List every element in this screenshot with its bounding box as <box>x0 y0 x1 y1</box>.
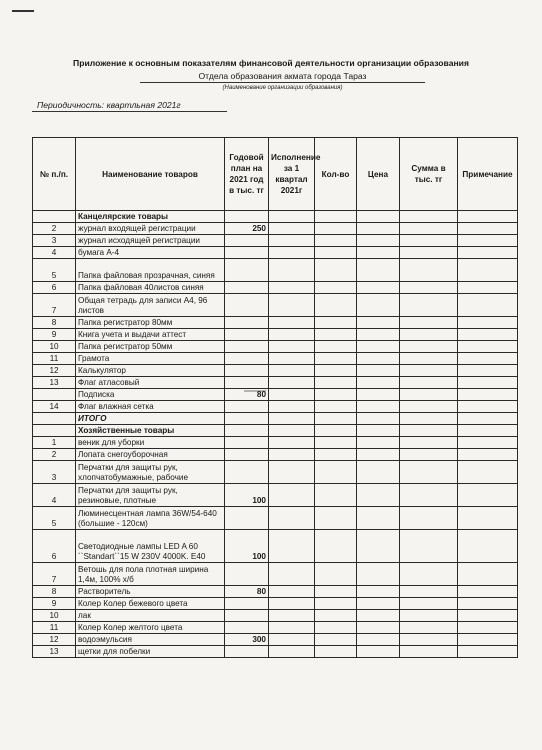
cell-num: 14 <box>33 401 76 413</box>
cell-sum <box>400 235 458 247</box>
cell-name: Книга учета и выдачи аттест <box>76 329 225 341</box>
cell-done <box>269 530 315 563</box>
cell-sum <box>400 425 458 437</box>
cell-sum <box>400 259 458 282</box>
table-row <box>33 317 518 329</box>
cell-note <box>458 353 518 365</box>
cell-done <box>269 317 315 329</box>
cell-plan <box>225 425 269 437</box>
cell-name: Калькулятор <box>76 365 225 377</box>
table-header-row <box>33 138 518 211</box>
cell-price <box>357 282 400 294</box>
cell-num: 4 <box>33 247 76 259</box>
table-row <box>33 622 518 634</box>
cell-done <box>269 449 315 461</box>
cell-done <box>269 377 315 389</box>
goods-table <box>32 137 518 658</box>
table-row <box>33 329 518 341</box>
cell-qty <box>315 622 357 634</box>
table-row <box>33 461 518 484</box>
cell-price <box>357 317 400 329</box>
cell-note <box>458 317 518 329</box>
column-header-qty: Кол-во <box>315 138 357 211</box>
cell-name: лак <box>76 610 225 622</box>
scan-edge-mark <box>12 10 34 12</box>
cell-sum <box>400 341 458 353</box>
cell-plan <box>225 294 269 317</box>
cell-qty <box>315 563 357 586</box>
cell-plan <box>225 317 269 329</box>
cell-num: 8 <box>33 586 76 598</box>
cell-note <box>458 365 518 377</box>
cell-note <box>458 622 518 634</box>
cell-done <box>269 211 315 223</box>
cell-name: Колер Колер бежевого цвета <box>76 598 225 610</box>
cell-sum <box>400 622 458 634</box>
cell-done <box>269 610 315 622</box>
periodicity-line: Периодичность: квартльная 2021г <box>32 100 227 112</box>
table-body <box>33 211 518 658</box>
cell-sum <box>400 317 458 329</box>
cell-qty <box>315 211 357 223</box>
table-row <box>33 389 518 401</box>
cell-sum <box>400 586 458 598</box>
cell-note <box>458 329 518 341</box>
cell-qty <box>315 389 357 401</box>
cell-name: Папка регистратор 80мм <box>76 317 225 329</box>
cell-price <box>357 235 400 247</box>
cell-done <box>269 365 315 377</box>
cell-note <box>458 507 518 530</box>
cell-note <box>458 646 518 658</box>
cell-note <box>458 377 518 389</box>
table-row <box>33 437 518 449</box>
cell-qty <box>315 259 357 282</box>
cell-plan <box>225 413 269 425</box>
table-row <box>33 353 518 365</box>
cell-qty <box>315 294 357 317</box>
cell-done <box>269 437 315 449</box>
cell-plan: 80 <box>225 586 269 598</box>
cell-note <box>458 586 518 598</box>
document-title: Приложение к основным показателям финансовой деятельности организации образования <box>73 58 469 68</box>
cell-price <box>357 353 400 365</box>
cell-plan <box>225 247 269 259</box>
cell-note <box>458 425 518 437</box>
cell-done <box>269 401 315 413</box>
cell-num: 7 <box>33 294 76 317</box>
cell-done <box>269 586 315 598</box>
cell-name: Канцелярские товары <box>76 211 225 223</box>
cell-name: Лопата снегоуборочная <box>76 449 225 461</box>
cell-num: 12 <box>33 365 76 377</box>
cell-price <box>357 622 400 634</box>
cell-plan: 100 <box>225 484 269 507</box>
table-row-section <box>33 425 518 437</box>
column-header-sum: Сумма в тыс. тг <box>400 138 458 211</box>
cell-note <box>458 294 518 317</box>
cell-price <box>357 610 400 622</box>
cell-done <box>269 646 315 658</box>
cell-qty <box>315 282 357 294</box>
cell-done <box>269 413 315 425</box>
table-row <box>33 484 518 507</box>
cell-note <box>458 449 518 461</box>
table-row <box>33 646 518 658</box>
cell-name: Папка файловая 40листов синяя <box>76 282 225 294</box>
cell-sum <box>400 377 458 389</box>
cell-plan <box>225 365 269 377</box>
cell-num: 10 <box>33 341 76 353</box>
cell-num: 6 <box>33 530 76 563</box>
cell-plan: 80 <box>225 389 269 401</box>
cell-sum <box>400 247 458 259</box>
cell-num <box>33 211 76 223</box>
cell-sum <box>400 294 458 317</box>
cell-num: 13 <box>33 646 76 658</box>
table-row <box>33 449 518 461</box>
cell-plan: 100 <box>225 530 269 563</box>
cell-qty <box>315 425 357 437</box>
cell-plan <box>225 461 269 484</box>
cell-price <box>357 425 400 437</box>
cell-note <box>458 598 518 610</box>
cell-qty <box>315 353 357 365</box>
cell-name: Колер Колер желтого цвета <box>76 622 225 634</box>
cell-sum <box>400 353 458 365</box>
cell-num: 11 <box>33 622 76 634</box>
cell-sum <box>400 449 458 461</box>
table-row <box>33 610 518 622</box>
cell-note <box>458 247 518 259</box>
cell-num: 2 <box>33 449 76 461</box>
cell-plan: 250 <box>225 223 269 235</box>
cell-num: 7 <box>33 563 76 586</box>
cell-num <box>33 413 76 425</box>
cell-name: Общая тетрадь для записи А4, 96 листов <box>76 294 225 317</box>
cell-name: Флаг атласовый <box>76 377 225 389</box>
cell-num: 8 <box>33 317 76 329</box>
cell-plan <box>225 507 269 530</box>
cell-plan <box>225 211 269 223</box>
cell-num: 3 <box>33 235 76 247</box>
cell-price <box>357 413 400 425</box>
cell-name: ИТОГО <box>76 413 225 425</box>
cell-note <box>458 223 518 235</box>
table-row <box>33 282 518 294</box>
cell-price <box>357 294 400 317</box>
column-header-note: Примечание <box>458 138 518 211</box>
cell-sum <box>400 484 458 507</box>
cell-num: 10 <box>33 610 76 622</box>
cell-num <box>33 389 76 401</box>
cell-plan <box>225 646 269 658</box>
table-row <box>33 341 518 353</box>
cell-done <box>269 389 315 401</box>
cell-sum <box>400 598 458 610</box>
cell-done <box>269 484 315 507</box>
table-row <box>33 507 518 530</box>
cell-num: 1 <box>33 437 76 449</box>
cell-note <box>458 235 518 247</box>
cell-sum <box>400 610 458 622</box>
cell-price <box>357 586 400 598</box>
cell-name: водоэмульсия <box>76 634 225 646</box>
cell-name: Светодиодные лампы LED A 60 ``Standart``15 W 230V 4000K. E40 <box>76 530 225 563</box>
cell-price <box>357 461 400 484</box>
cell-sum <box>400 211 458 223</box>
cell-name: веник для уборки <box>76 437 225 449</box>
table-row <box>33 235 518 247</box>
cell-plan <box>225 341 269 353</box>
cell-qty <box>315 586 357 598</box>
cell-num: 5 <box>33 507 76 530</box>
cell-plan <box>225 401 269 413</box>
cell-note <box>458 389 518 401</box>
cell-price <box>357 401 400 413</box>
cell-sum <box>400 329 458 341</box>
cell-note <box>458 461 518 484</box>
cell-plan <box>225 610 269 622</box>
cell-sum <box>400 507 458 530</box>
cell-done <box>269 341 315 353</box>
cell-note <box>458 484 518 507</box>
cell-qty <box>315 461 357 484</box>
table-row <box>33 377 518 389</box>
cell-qty <box>315 598 357 610</box>
table-row <box>33 563 518 586</box>
cell-done <box>269 507 315 530</box>
cell-name: Папка регистратор 50мм <box>76 341 225 353</box>
cell-note <box>458 563 518 586</box>
cell-sum <box>400 282 458 294</box>
cell-done <box>269 622 315 634</box>
cell-name: Перчатки для защиты рук, резиновые, плотные <box>76 484 225 507</box>
cell-qty <box>315 610 357 622</box>
cell-qty <box>315 317 357 329</box>
cell-done <box>269 294 315 317</box>
cell-num: 9 <box>33 598 76 610</box>
cell-sum <box>400 413 458 425</box>
cell-price <box>357 437 400 449</box>
cell-note <box>458 401 518 413</box>
cell-qty <box>315 329 357 341</box>
cell-note <box>458 259 518 282</box>
table-row <box>33 530 518 563</box>
table-row <box>33 294 518 317</box>
cell-price <box>357 377 400 389</box>
cell-num: 9 <box>33 329 76 341</box>
cell-num <box>33 425 76 437</box>
cell-plan <box>225 437 269 449</box>
table-row <box>33 586 518 598</box>
cell-done <box>269 353 315 365</box>
cell-name: Перчатки для защиты рук, хлопчатобумажные, рабочие <box>76 461 225 484</box>
cell-sum <box>400 389 458 401</box>
cell-done <box>269 425 315 437</box>
cell-qty <box>315 413 357 425</box>
cell-note <box>458 437 518 449</box>
column-header-price: Цена <box>357 138 400 211</box>
cell-num: 13 <box>33 377 76 389</box>
table-row <box>33 365 518 377</box>
cell-sum <box>400 437 458 449</box>
cell-qty <box>315 401 357 413</box>
cell-qty <box>315 484 357 507</box>
cell-num: 3 <box>33 461 76 484</box>
table-row <box>33 259 518 282</box>
cell-name: Флаг влажная сетка <box>76 401 225 413</box>
cell-qty <box>315 507 357 530</box>
cell-price <box>357 329 400 341</box>
cell-note <box>458 413 518 425</box>
cell-num: 12 <box>33 634 76 646</box>
cell-plan <box>225 329 269 341</box>
cell-done <box>269 235 315 247</box>
cell-name: Люминесцентная лампа 36W/54-640 (большие - 120см) <box>76 507 225 530</box>
table-row <box>33 598 518 610</box>
organization-caption: (Наименование организации образования) <box>222 85 343 91</box>
table-row <box>33 223 518 235</box>
table-row <box>33 401 518 413</box>
cell-done <box>269 461 315 484</box>
cell-qty <box>315 377 357 389</box>
cell-note <box>458 282 518 294</box>
cell-price <box>357 247 400 259</box>
table-row-section <box>33 211 518 223</box>
cell-note <box>458 211 518 223</box>
cell-price <box>357 223 400 235</box>
cell-price <box>357 211 400 223</box>
cell-plan <box>225 377 269 389</box>
cell-done <box>269 563 315 586</box>
cell-price <box>357 365 400 377</box>
cell-plan <box>225 622 269 634</box>
cell-qty <box>315 449 357 461</box>
cell-qty <box>315 530 357 563</box>
cell-done <box>269 282 315 294</box>
cell-plan <box>225 235 269 247</box>
cell-price <box>357 646 400 658</box>
cell-sum <box>400 461 458 484</box>
cell-sum <box>400 223 458 235</box>
table-row <box>33 247 518 259</box>
table-row <box>33 634 518 646</box>
column-header-num: № п./п. <box>33 138 76 211</box>
cell-name: Подписка <box>76 389 225 401</box>
cell-qty <box>315 365 357 377</box>
cell-price <box>357 530 400 563</box>
cell-plan <box>225 598 269 610</box>
cell-price <box>357 634 400 646</box>
cell-sum <box>400 563 458 586</box>
cell-price <box>357 389 400 401</box>
cell-name: Ветошь для пола плотная ширина 1,4м, 100% х/б <box>76 563 225 586</box>
cell-plan: 300 <box>225 634 269 646</box>
cell-num: 11 <box>33 353 76 365</box>
cell-num: 2 <box>33 223 76 235</box>
cell-price <box>357 507 400 530</box>
cell-name: Хозяйственные товары <box>76 425 225 437</box>
cell-note <box>458 341 518 353</box>
cell-done <box>269 634 315 646</box>
cell-qty <box>315 634 357 646</box>
organization-name: Отдела образования акмата города Тараз <box>140 71 425 83</box>
cell-price <box>357 259 400 282</box>
cell-price <box>357 598 400 610</box>
cell-num: 4 <box>33 484 76 507</box>
cell-qty <box>315 235 357 247</box>
cell-name: журнал входящей регистрации <box>76 223 225 235</box>
cell-qty <box>315 223 357 235</box>
cell-plan <box>225 449 269 461</box>
cell-plan <box>225 353 269 365</box>
cell-qty <box>315 646 357 658</box>
cell-note <box>458 634 518 646</box>
cell-done <box>269 223 315 235</box>
cell-done <box>269 598 315 610</box>
cell-plan <box>225 282 269 294</box>
cell-price <box>357 484 400 507</box>
cell-sum <box>400 646 458 658</box>
cell-note <box>458 530 518 563</box>
cell-sum <box>400 530 458 563</box>
column-header-name: Наименование товаров <box>76 138 225 211</box>
cell-sum <box>400 401 458 413</box>
column-header-done: Исполнение за 1 квартал 2021г <box>269 138 315 211</box>
cell-name: Растворитель <box>76 586 225 598</box>
cell-sum <box>400 634 458 646</box>
cell-note <box>458 610 518 622</box>
cell-done <box>269 329 315 341</box>
cell-qty <box>315 437 357 449</box>
cell-price <box>357 341 400 353</box>
cell-done <box>269 247 315 259</box>
cell-num: 6 <box>33 282 76 294</box>
cell-name: Папка файловая прозрачная, синяя <box>76 259 225 282</box>
cell-name: бумага А-4 <box>76 247 225 259</box>
cell-num: 5 <box>33 259 76 282</box>
cell-plan <box>225 563 269 586</box>
cell-name: щетки для побелки <box>76 646 225 658</box>
cell-name: Грамота <box>76 353 225 365</box>
column-header-plan: Годовой план на 2021 год в тыс. тг <box>225 138 269 211</box>
table-row-total <box>33 413 518 425</box>
cell-sum <box>400 365 458 377</box>
cell-price <box>357 449 400 461</box>
cell-done <box>269 259 315 282</box>
cell-plan <box>225 259 269 282</box>
cell-qty <box>315 247 357 259</box>
cell-price <box>357 563 400 586</box>
cell-qty <box>315 341 357 353</box>
cell-name: журнал исходящей регистрации <box>76 235 225 247</box>
